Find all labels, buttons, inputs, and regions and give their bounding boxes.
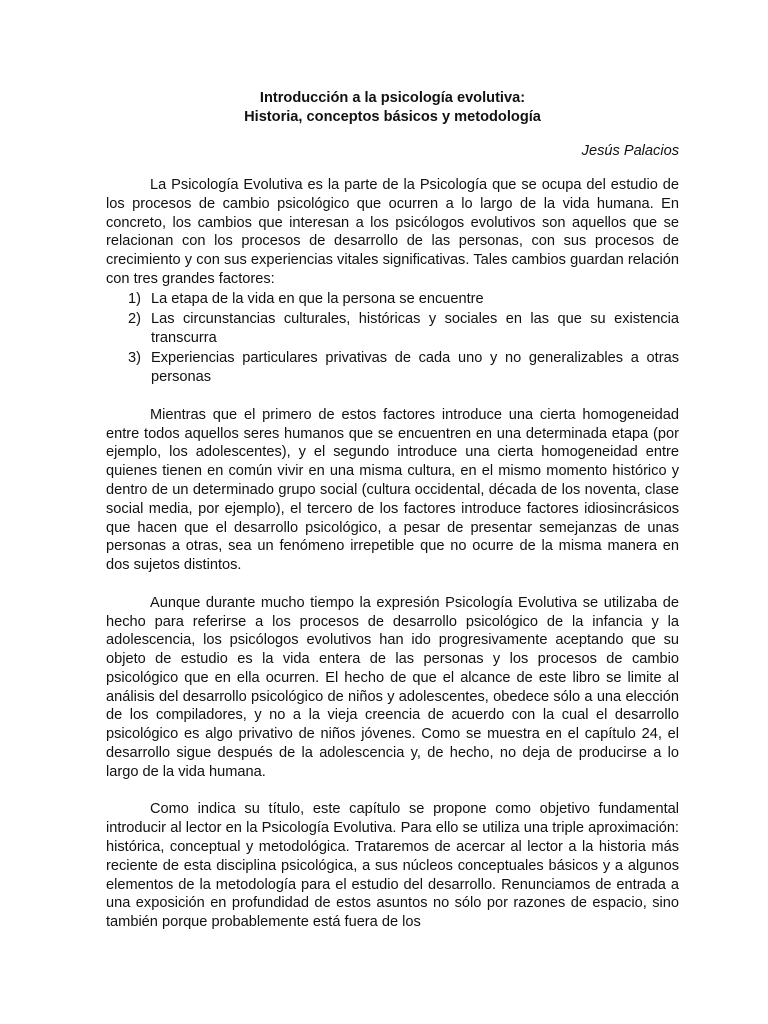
title-line-1: Introducción a la psicología evolutiva: <box>259 90 526 106</box>
list-item-number: 3) <box>128 350 141 367</box>
paragraph-4: Como indica su título, este capítulo se propone como objetivo fundamental introducir al lector en la Psicología Evolutiva. Para ello se utiliza una triple aproximación: histórica, conceptual y metodológica. Trataremos de acercar al lector a la historia más reciente de esta disciplina psicológica, a sus núcleos conceptuales básicos y a algunos elementos de la metodología para el estudio del desarrollo. Renunciamos de entrada a una exposición en profundidad de estos asuntos no sólo por razones de espacio, sino también porque probablemente está fuera de los <box>106 801 679 931</box>
list-item-text: La etapa de la vida en que la persona se encuentre <box>151 290 484 307</box>
document-page <box>106 89 679 932</box>
list-item-text: Experiencias particulares privativas de cada uno y no generalizables a otras personas <box>151 350 679 386</box>
list-item-number: 2) <box>128 311 141 328</box>
list-item-text: Las circunstancias culturales, históricas y sociales en las que su existencia transcurra <box>151 311 679 346</box>
list-item-number: 1) <box>128 290 141 307</box>
list-item <box>106 310 679 348</box>
author-name: Jesús Palacios <box>581 143 679 160</box>
factors-list <box>106 290 679 387</box>
title-line-2: Historia, conceptos básicos y metodología <box>244 108 541 125</box>
list-item <box>106 290 679 309</box>
paragraph-1: La Psicología Evolutiva es la parte de la Psicología que se ocupa del estudio de los procesos de cambio psicológico que ocurren a lo largo de la vida humana. En concreto, los cambios que interesan a los psicólogos evolutivos son aquellos que se relacionan con los procesos de desarrollo de las personas, con sus procesos de crecimiento y con sus experiencias vitales significativas. Tales cambios guardan relación con tres grandes factores: <box>106 176 679 287</box>
paragraph-3: Aunque durante mucho tiempo la expresión Psicología Evolutiva se utilizaba de hecho para referirse a los procesos de desarrollo psicológico de la infancia y la adolescencia, los psicólogos evolutivos han ido progresivamente aceptando que su objeto de estudio es la vida entera de las personas y los procesos de cambio psicológico que en ella ocurren. El hecho de que el alcance de este libro se limite al análisis del desarrollo psicológico de niños y adolescentes, obedece sólo a una elección de los compiladores, y no a la vieja creencia de acuerdo con la cual el desarrollo psicológico es algo privativo de niños jóvenes. Como se muestra en el capítulo 24, el desarrollo sigue después de la adolescencia y, de hecho, no deja de producirse a lo largo de la vida humana. <box>106 594 679 780</box>
paragraph-2: Mientras que el primero de estos factores introduce una cierta homogeneidad entre todos aquellos seres humanos que se encuentren en una determinada etapa (por ejemplo, los adolescentes), y el segundo introduce una cierta homogeneidad entre quienes tienen en común vivir en una misma cultura, en el mismo momento histórico y dentro de un determinado grupo social (cultura occidental, década de los noventa, clase social media, por ejemplo), el tercero de los factores introduce factores idiosincrásicos que hacen que el desarrollo psicológico, a pesar de presentar semejanzas de unas personas a otras, sea un fenómeno irrepetible que no ocurre de la misma manera en dos sujetos distintos. <box>106 406 679 574</box>
list-item <box>106 349 679 387</box>
document-title <box>106 89 679 126</box>
